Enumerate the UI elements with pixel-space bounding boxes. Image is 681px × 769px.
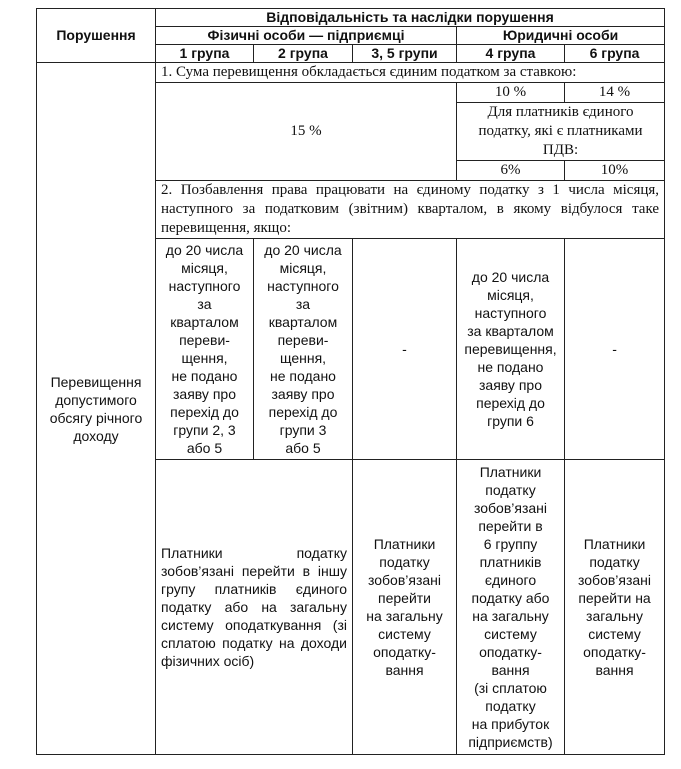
group-2-condition [254, 239, 353, 460]
consequence-line: зобов’язані [578, 572, 652, 588]
condition-line: до 20 числа [264, 242, 342, 258]
condition-line: до 20 числа [165, 242, 244, 258]
group-4-consequence [457, 460, 565, 755]
consequence-line: підприємств) [468, 734, 553, 750]
violation-header: Порушення [37, 9, 156, 63]
consequence-line: податку [379, 554, 430, 570]
consequence-line: єдиного [484, 572, 537, 588]
condition-line: наступного [168, 278, 241, 294]
consequence-line: платників [479, 554, 542, 570]
condition-line: групи 6 [487, 413, 534, 429]
consequence-line: систему [484, 626, 537, 642]
condition-line: групи 3 [279, 422, 327, 438]
condition-line: перехід до [476, 395, 545, 411]
individuals-header: Фізичні особи — підприємці [156, 27, 457, 45]
condition-line: заяву про [271, 386, 335, 402]
condition-line: не подано [270, 368, 336, 384]
condition-line: наступного [474, 305, 547, 321]
document-page [36, 8, 664, 758]
group-6-header: 6 група [565, 45, 665, 63]
consequence-line: загальну [586, 608, 644, 624]
section-1-title: 1. Сума перевищення обкладається єдиним податком за ставкою: [156, 63, 665, 83]
condition-line: не подано [171, 368, 238, 384]
group-2-header: 2 група [254, 45, 353, 63]
group-6-consequence [565, 460, 665, 755]
condition-line: або 5 [186, 440, 223, 456]
consequence-line: на загальну [366, 608, 443, 624]
condition-line: місяця, [181, 260, 228, 276]
condition-line: щення, [181, 350, 228, 366]
consequence-line: 6 группу [483, 536, 538, 552]
consequence-line: вання [491, 662, 530, 678]
consequence-line: на загальну [472, 608, 549, 624]
consequence-line: Платники [373, 536, 436, 552]
condition-line: кварталом [268, 314, 338, 330]
vat-rate-group-4: 6% [457, 161, 565, 181]
consequence-line: Платники [583, 536, 646, 552]
violation-name: Перевищення допустимого обсягу річного доходу [49, 373, 143, 444]
consequence-line: систему [588, 626, 641, 642]
consequence-line: Платники [479, 464, 542, 480]
condition-line: заяву про [479, 377, 542, 393]
consequence-line: оподатку- [373, 644, 436, 660]
consequence-line: податку [589, 554, 640, 570]
responsibility-header: Відповідальність та наслідки порушення [156, 9, 665, 27]
consequence-line: зобов’язані [367, 572, 442, 588]
consequence-line: на прибуток [471, 716, 550, 732]
section-2-title: 2. Позбавлення права працювати на єдиному податку з 1 числа місяця, наступного за податковим (звітним) кварталом, в якому відбулося таке перевищення, якщо: [156, 181, 665, 239]
consequence-line: оподатку- [583, 644, 646, 660]
section-1-title-row [37, 63, 665, 83]
consequence-line: перейти [378, 590, 431, 606]
consequence-line: зобов’язані [473, 500, 548, 516]
rate-individuals: 15 % [156, 83, 457, 181]
legal-entities-header: Юридичні особи [457, 27, 665, 45]
consequence-line: податку або [471, 590, 550, 606]
vat-rate-group-6: 10% [565, 161, 665, 181]
condition-line: кварталом [170, 314, 239, 330]
group-3-5-header: 3, 5 групи [353, 45, 457, 63]
violation-name-cell [37, 63, 156, 755]
consequence-line: оподатку- [479, 644, 542, 660]
consequence-line: перейти на [578, 590, 651, 606]
condition-line: за кварталом [467, 323, 554, 339]
condition-line: переви- [179, 332, 230, 348]
consequence-line: (зі сплатою [474, 680, 547, 696]
group-1-header: 1 група [156, 45, 254, 63]
rate-group-6: 14 % [565, 83, 665, 103]
condition-line: не подано [477, 359, 544, 375]
condition-line: місяця, [487, 287, 534, 303]
consequence-line: вання [595, 662, 634, 678]
condition-line: групи 2, 3 [173, 422, 236, 438]
condition-line: перехід до [170, 404, 239, 420]
consequence-line: перейти в [478, 518, 543, 534]
group-3-5-condition: - [353, 239, 457, 460]
group-1-2-consequence: Платники податку зобов’язані перейти в іншу групу платників єдиного податку або на загальну систему оподаткування (зі сплатою податку на доходи фізичних осіб) [156, 460, 353, 755]
rate-group-4: 10 % [457, 83, 565, 103]
condition-line: до 20 числа [471, 269, 550, 285]
group-4-condition [457, 239, 565, 460]
consequence-line: систему [378, 626, 431, 642]
condition-line: наступного [267, 278, 339, 294]
vat-note: Для платників єдиного податку, які є платниками ПДВ: [457, 103, 665, 161]
responsibility-table [36, 8, 665, 755]
consequence-line: податку [485, 482, 536, 498]
condition-line: перехід до [268, 404, 338, 420]
consequence-line: податку [485, 698, 536, 714]
group-6-condition: - [565, 239, 665, 460]
condition-line: перевищення, [464, 341, 557, 357]
group-1-condition [156, 239, 254, 460]
condition-line: заяву про [173, 386, 236, 402]
group-4-header: 4 група [457, 45, 565, 63]
header-row-1 [37, 9, 665, 27]
condition-line: за [295, 296, 311, 312]
group-3-5-consequence [353, 460, 457, 755]
condition-line: за [197, 296, 212, 312]
consequence-line: вання [385, 662, 424, 678]
condition-line: щення, [279, 350, 327, 366]
condition-line: або 5 [285, 440, 321, 456]
condition-line: переви- [277, 332, 329, 348]
condition-line: місяця, [279, 260, 327, 276]
